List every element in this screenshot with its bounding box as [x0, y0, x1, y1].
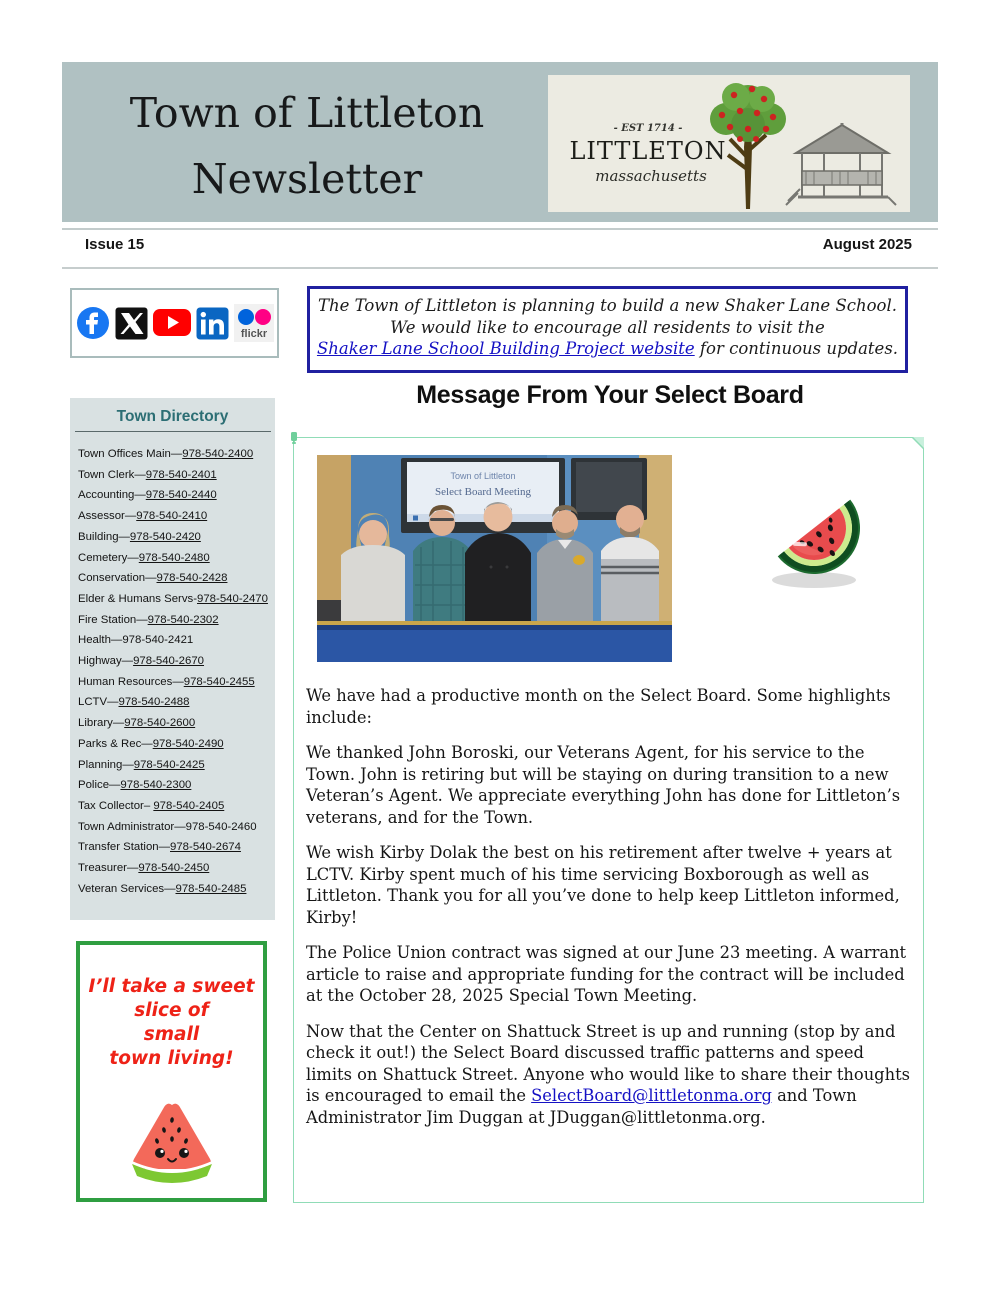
email-link[interactable]: SelectBoard@littletonma.org	[531, 1086, 772, 1105]
textbox-fold-corner	[912, 437, 924, 449]
section-heading: Message From Your Select Board	[416, 381, 804, 409]
directory-label: Library—	[78, 717, 125, 730]
directory-item	[78, 589, 275, 610]
directory-phone[interactable]: 978-540-2420	[129, 530, 201, 543]
directory-phone[interactable]: 978-540-2450	[138, 862, 210, 875]
directory-phone[interactable]: 978-540-2670	[133, 655, 205, 668]
watermelon-clipart	[756, 476, 876, 596]
facebook-icon[interactable]	[76, 306, 110, 340]
title-line-2: Newsletter	[191, 155, 423, 203]
textbox-anchor-icon	[289, 431, 299, 445]
youtube-icon[interactable]	[153, 308, 191, 338]
promo-line: slice of	[134, 1000, 209, 1021]
directory-phone[interactable]: 978-540-2425	[133, 758, 205, 771]
directory-item	[78, 506, 275, 527]
directory-label: Town Administrator—	[78, 820, 186, 833]
directory-phone[interactable]: 978-540-2480	[138, 551, 210, 564]
directory-item	[78, 837, 275, 858]
directory-label: Tax Collector–	[78, 799, 154, 812]
directory-label: Elder & Humans Servs-	[78, 592, 198, 605]
social-links-box	[70, 288, 279, 358]
logo-est-text: - EST 1714 -	[613, 123, 683, 134]
directory-item	[78, 692, 275, 713]
directory-label: Town Clerk—	[78, 468, 146, 481]
directory-label: Town Offices Main—	[78, 448, 183, 460]
directory-label: Treasurer—	[78, 862, 139, 875]
directory-item	[78, 630, 275, 651]
directory-label: Human Resources—	[78, 675, 184, 688]
divider-rule-top	[62, 228, 938, 230]
directory-phone[interactable]: 978-540-2440	[145, 489, 217, 502]
directory-phone[interactable]: 978-540-2455	[183, 675, 255, 688]
promo-line: small	[143, 1024, 200, 1045]
select-board-photo	[317, 455, 672, 662]
directory-label: Veteran Services—	[78, 882, 176, 895]
directory-item	[78, 734, 275, 755]
body-paragraph: We have had a productive month on the Select Board. Some highlights include:	[306, 686, 891, 727]
promo-line: town living!	[109, 1048, 234, 1069]
svg-text:Town of Littleton: Town of Littleton	[450, 471, 516, 481]
directory-label: Police—	[78, 779, 121, 792]
apple-tree-icon	[700, 77, 796, 211]
directory-item	[78, 568, 275, 589]
directory-item	[78, 755, 275, 776]
directory-phone[interactable]: 978-540-2300	[120, 779, 192, 792]
issue-number: Issue 15	[85, 236, 145, 253]
flickr-label: flickr	[240, 328, 267, 340]
directory-item	[78, 485, 275, 506]
notice-line-3	[310, 338, 905, 360]
directory-phone[interactable]: 978-540-2400	[182, 448, 254, 460]
directory-item	[78, 775, 275, 796]
directory-label: Conservation—	[78, 572, 157, 585]
directory-phone[interactable]: 978-540-2470	[197, 592, 268, 605]
directory-item	[78, 672, 275, 693]
directory-phone: 978-540-2460	[185, 820, 257, 833]
x-twitter-icon[interactable]	[115, 307, 148, 340]
building-project-link[interactable]: Shaker Lane School Building Project website	[316, 339, 695, 358]
body-paragraph: We thanked John Boroski, our Veterans Agent, for his service to the Town. John is retiring but will be staying on during transition to a new Veteran’s Agent. We appreciate everything John has done for Littleton’s veterans, and for the Town.	[306, 743, 901, 827]
logo-state-name: massachusetts	[595, 167, 707, 185]
directory-phone[interactable]: 978-540-2410	[136, 510, 208, 523]
directory-item	[78, 651, 275, 672]
issue-date: August 2025	[822, 236, 912, 253]
shaker-lane-notice	[307, 286, 908, 373]
directory-phone[interactable]: 978-540-2488	[118, 696, 190, 709]
kawaii-watermelon-icon	[122, 1098, 222, 1190]
town-logo	[548, 75, 910, 212]
directory-label: Highway—	[78, 655, 134, 668]
promo-box	[76, 941, 267, 1202]
divider-rule-bottom	[62, 267, 938, 269]
directory-item	[78, 527, 275, 548]
directory-label: Planning—	[78, 758, 134, 771]
directory-label: Transfer Station—	[78, 841, 171, 854]
newsletter-title	[72, 80, 542, 212]
directory-item	[78, 444, 275, 465]
presentation-screen	[401, 458, 565, 533]
directory-label: Health—	[78, 634, 123, 647]
select-board-article	[293, 437, 924, 1203]
directory-item	[78, 713, 275, 734]
directory-phone[interactable]: 978-540-2485	[175, 882, 247, 895]
directory-phone[interactable]: 978-540-2428	[156, 572, 228, 585]
directory-item	[78, 548, 275, 569]
directory-label: Building—	[78, 530, 130, 543]
directory-phone[interactable]: 978-540-2401	[145, 468, 217, 481]
gazebo-icon	[784, 123, 900, 207]
body-paragraph: Now that the Center on Shattuck Street is up and running (stop by and check it out!) the Select Board discussed traffic patterns and speed limits on Shattuck Street. Anyone who would like to share their thoughts is encouraged to email the SelectBoard@littletonma.org and Town Administrator Jim Duggan at JDuggan@littletonma.org.	[306, 1021, 910, 1127]
directory-phone[interactable]: 978-540-2405	[153, 799, 225, 812]
directory-label: Accounting—	[78, 489, 146, 502]
linkedin-icon[interactable]	[196, 307, 229, 340]
promo-line: I’ll take a sweet	[88, 976, 255, 997]
notice-line-2: We would like to encourage all residents to visit the	[390, 317, 825, 337]
directory-label: Assessor—	[78, 510, 137, 523]
directory-item	[78, 879, 275, 900]
directory-phone[interactable]: 978-540-2674	[170, 841, 241, 854]
body-paragraph: The Police Union contract was signed at our June 23 meeting. A warrant article to raise and appropriate funding for the contract will be included at the October 28, 2025 Special Town Meeting.	[306, 943, 907, 1005]
town-directory-panel	[70, 398, 275, 920]
directory-title: Town Directory	[116, 408, 229, 425]
directory-item	[78, 796, 275, 817]
directory-phone[interactable]: 978-540-2600	[124, 717, 196, 730]
directory-label: Parks & Rec—	[78, 737, 153, 750]
flickr-icon[interactable]	[234, 304, 274, 342]
masthead	[62, 62, 938, 222]
directory-item	[78, 610, 275, 631]
notice-line-3-rest: for continuous updates.	[694, 339, 899, 358]
logo-town-name: LITTLETON	[569, 137, 727, 165]
directory-phone[interactable]: 978-540-2490	[152, 737, 224, 750]
body-paragraph: We wish Kirby Dolak the best on his retirement after twelve + years at LCTV. Kirby spent much of his time servicing Boxborough as well as Littleton. Thank you for all you’ve done to help keep Littleton informed, Kirby!	[306, 843, 900, 927]
promo-text	[80, 975, 263, 1071]
article-body	[306, 685, 912, 1142]
directory-item	[78, 465, 275, 486]
directory-item	[78, 858, 275, 879]
title-line-1: Town of Littleton	[129, 89, 485, 137]
directory-list	[78, 444, 275, 899]
directory-item	[78, 817, 275, 838]
directory-phone[interactable]: 978-540-2302	[147, 613, 219, 626]
directory-label: LCTV—	[78, 696, 119, 709]
directory-label: Cemetery—	[78, 551, 139, 564]
directory-phone: 978-540-2421	[122, 634, 194, 647]
directory-rule	[75, 431, 271, 432]
directory-label: Fire Station—	[78, 613, 148, 626]
notice-line-1: The Town of Littleton is planning to build a new Shaker Lane School.	[317, 296, 898, 315]
svg-text:Select Board Meeting: Select Board Meeting	[435, 486, 531, 498]
